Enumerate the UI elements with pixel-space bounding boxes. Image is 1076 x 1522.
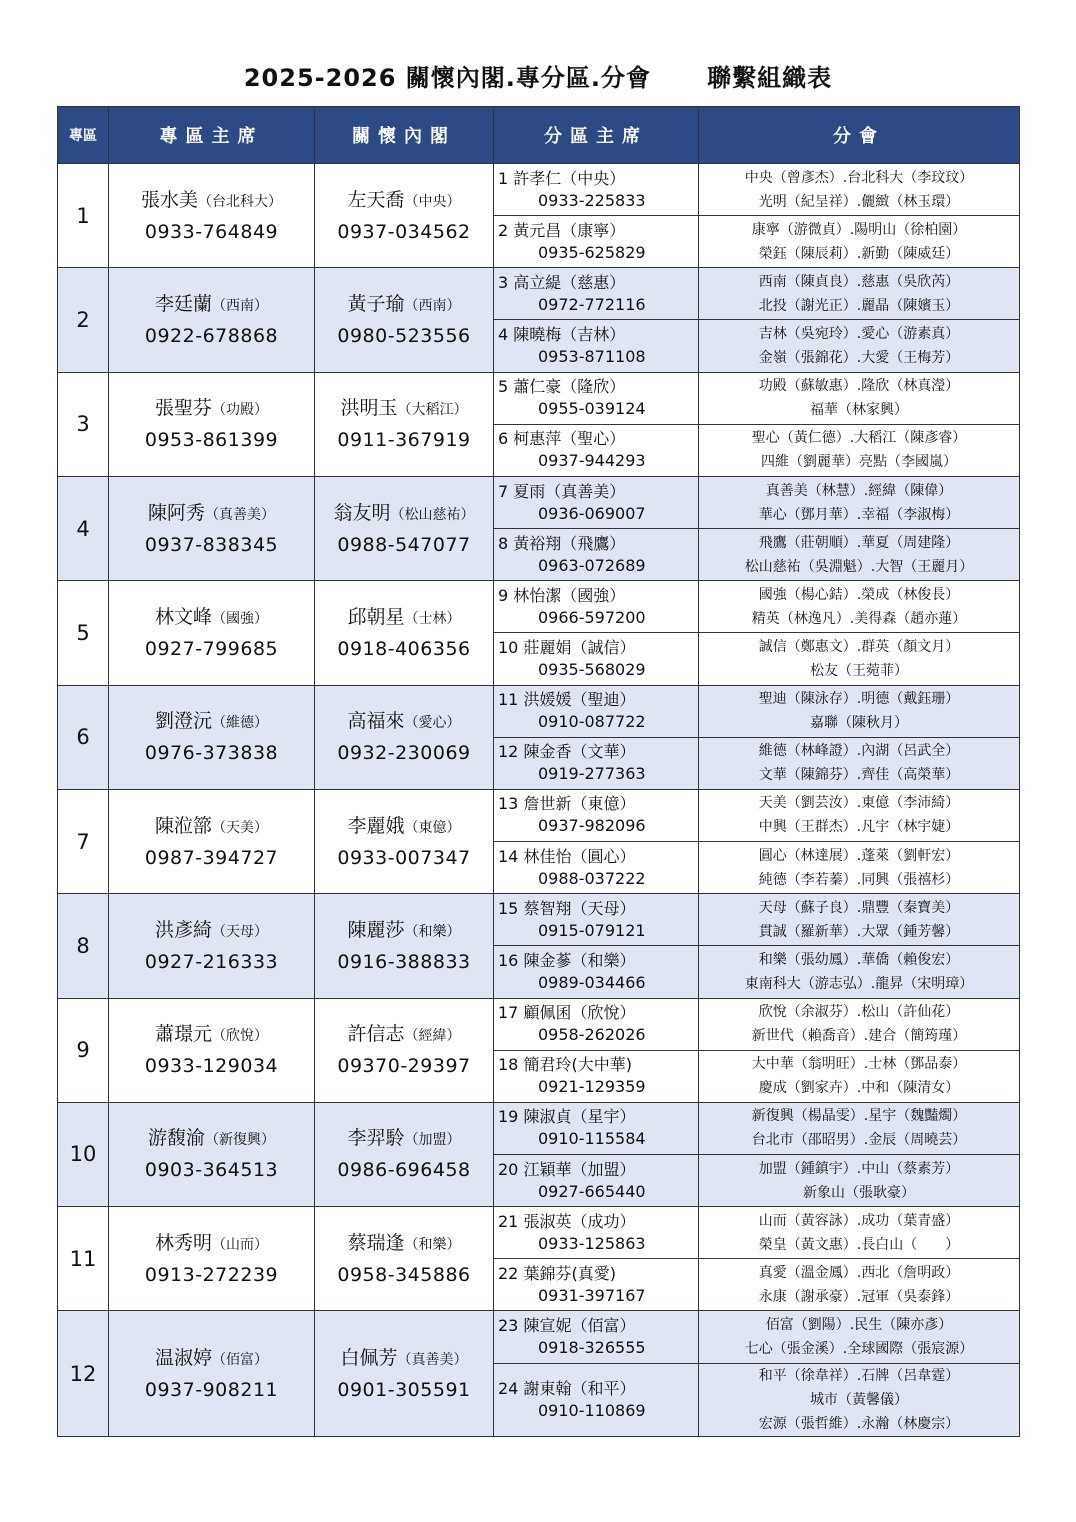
branch-cell xyxy=(699,946,1020,998)
cabinet-cell xyxy=(315,998,494,1102)
division-chair-cell xyxy=(494,216,699,268)
division-chair-phone: 0927-665440 xyxy=(538,1181,646,1201)
division-chair-phone: 0910-115584 xyxy=(538,1129,646,1149)
branch-cell xyxy=(699,268,1020,320)
table-row xyxy=(58,685,1020,737)
cab-phone: 09370-29397 xyxy=(337,1055,471,1078)
branch-cell xyxy=(699,1050,1020,1102)
chair-phone: 0927-216333 xyxy=(144,950,279,973)
branch-line: 榮鈺（陳辰莉）.新勤（陳威廷） xyxy=(758,245,960,262)
division-chair-phone: 0958-262026 xyxy=(538,1025,646,1045)
branch-line: 天美（劉芸汝）.東億（李沛綺） xyxy=(758,795,960,812)
division-chair-phone: 0931-397167 xyxy=(538,1285,646,1305)
branch-line: 飛鷹（莊朝順）.華夏（周建隆） xyxy=(758,534,960,551)
cab-club: （和樂） xyxy=(404,923,461,940)
chair-name: 蕭璟元 xyxy=(154,1023,212,1046)
chair-club: （維德） xyxy=(212,715,268,732)
cab-phone: 0916-388833 xyxy=(337,950,471,973)
branch-cell xyxy=(699,998,1020,1050)
chair-club: （功殿） xyxy=(212,402,268,419)
division-chair-phone: 0953-871108 xyxy=(538,347,646,367)
cab-name: 高福來 xyxy=(347,710,405,733)
zone-chair-cell xyxy=(109,268,315,372)
cab-club: （愛心） xyxy=(404,715,461,732)
chair-club: （山而） xyxy=(212,1236,268,1253)
table-header-row xyxy=(58,107,1020,164)
table-row xyxy=(58,894,1020,946)
branch-line: 永康（謝承豪）.冠軍（吳泰鋒） xyxy=(758,1288,960,1305)
branch-line: 國強（楊心銡）.榮成（林俊長） xyxy=(758,586,960,603)
branch-line: 佰富（劉陽）.民生（陳亦彥） xyxy=(765,1317,953,1334)
branch-line: 福華（林家興） xyxy=(810,402,908,419)
cab-club: （大稻江） xyxy=(397,402,468,419)
header-branch: 分會 xyxy=(699,107,1020,164)
branch-line: 吉林（吳宛玲）.愛心（游素真） xyxy=(758,326,960,343)
cab-club: （東億） xyxy=(404,819,461,836)
zone-chair-cell xyxy=(109,372,315,476)
cab-name: 黃子瑜 xyxy=(347,292,405,315)
chair-name: 陳涖篰 xyxy=(154,814,212,837)
chair-name: 張聖芬 xyxy=(154,397,212,420)
division-chair-cell xyxy=(494,1207,699,1259)
branch-cell xyxy=(699,737,1020,789)
branch-line: 中央（曾彥杰）.台北科大（李玟玟） xyxy=(744,169,974,186)
division-chair-phone: 0910-087722 xyxy=(538,712,646,732)
branch-line: 和樂（張幼鳳）.華僑（賴俊宏） xyxy=(758,951,960,968)
branch-cell xyxy=(699,529,1020,581)
division-chair-phone: 0933-225833 xyxy=(538,190,646,210)
cabinet-cell xyxy=(315,789,494,893)
zone-number: 2 xyxy=(58,268,109,372)
zone-chair-cell xyxy=(109,1207,315,1311)
chair-club: （真善美） xyxy=(205,506,275,523)
chair-phone: 0903-364513 xyxy=(144,1159,279,1182)
division-chair-cell xyxy=(494,424,699,476)
branch-cell xyxy=(699,842,1020,894)
division-chair-name: 6 柯惠萍（聖心） xyxy=(498,429,626,449)
header-cabinet: 關懷內閣 xyxy=(315,107,494,164)
chair-name: 李廷蘭 xyxy=(154,292,212,315)
cab-name: 李麗娥 xyxy=(347,814,405,837)
zone-chair-cell xyxy=(109,1102,315,1206)
zone-chair-cell xyxy=(109,789,315,893)
division-chair-cell xyxy=(494,633,699,685)
division-chair-name: 7 夏雨（真善美） xyxy=(498,481,626,501)
branch-line: 文華（陳錦芬）.齊佳（高榮華） xyxy=(758,767,960,784)
branch-line: 松山慈祐（吳淵魁）.大智（王麗月） xyxy=(744,558,974,575)
cab-club: （西南） xyxy=(404,297,461,314)
branch-line: 新世代（賴喬音）.建合（簡筠瑾） xyxy=(751,1028,967,1045)
chair-name: 洪彥綺 xyxy=(154,918,212,941)
cab-name: 白佩芳 xyxy=(340,1346,398,1369)
branch-line: 光明（紀呈祥）.儷緻（林玉環） xyxy=(758,193,960,210)
branch-line: 欣悅（余淑芬）.松山（許仙花） xyxy=(758,1004,960,1021)
branch-line: 聖心（黃仁德）.大稻江（陳彥睿） xyxy=(751,430,967,447)
branch-line: 誠信（鄭惠文）.群英（顏文月） xyxy=(758,638,960,655)
branch-line: 台北市（邵昭男）.金辰（周曉芸） xyxy=(751,1132,967,1149)
chair-phone: 0927-799685 xyxy=(144,637,279,660)
division-chair-cell xyxy=(494,789,699,841)
cab-phone: 0918-406356 xyxy=(337,637,471,660)
chair-phone: 0933-764849 xyxy=(144,220,279,243)
cab-name: 李羿駖 xyxy=(347,1127,405,1150)
cab-club: （松山慈祐） xyxy=(390,506,475,523)
division-chair-name: 5 蕭仁豪（隆欣） xyxy=(498,377,626,397)
table-row xyxy=(58,998,1020,1050)
cab-phone: 0958-345886 xyxy=(337,1263,471,1286)
header-division-chair: 分區主席 xyxy=(494,107,699,164)
table-row xyxy=(58,581,1020,633)
division-chair-phone: 0989-034466 xyxy=(538,972,646,992)
chair-name: 張水美 xyxy=(140,188,198,211)
division-chair-phone: 0919-277363 xyxy=(538,764,646,784)
division-chair-cell xyxy=(494,320,699,372)
division-chair-cell xyxy=(494,1050,699,1102)
division-chair-name: 20 江穎華（加盟） xyxy=(498,1159,636,1179)
division-chair-cell xyxy=(494,476,699,528)
branch-cell xyxy=(699,894,1020,946)
header-zone: 專區 xyxy=(58,107,109,164)
table-row xyxy=(58,1311,1020,1363)
branch-line: 中興（王群杰）.凡宇（林宇婕） xyxy=(758,819,960,836)
chair-club: （新復興） xyxy=(205,1132,275,1149)
cabinet-cell xyxy=(315,1311,494,1437)
branch-line: 榮皇（黃文惠）.長白山（ ） xyxy=(758,1236,960,1253)
cab-club: （經緯） xyxy=(404,1028,461,1045)
branch-line: 新象山（張耿豪） xyxy=(803,1184,915,1201)
cab-club: （士林） xyxy=(404,610,461,627)
division-chair-cell xyxy=(494,1311,699,1363)
branch-line: 北投（謝光正）.麗晶（陳嬪玉） xyxy=(758,297,960,314)
branch-line: 東南科大（游志弘）.龍昇（宋明璋） xyxy=(744,975,974,992)
branch-line: 七心（張金溪）.全球國際（張宸源） xyxy=(744,1341,974,1358)
branch-cell xyxy=(699,581,1020,633)
cab-name: 左天喬 xyxy=(347,188,405,211)
branch-line: 天母（蘇子良）.鼎豐（秦寶美） xyxy=(758,899,960,916)
cab-club: （加盟） xyxy=(404,1132,461,1149)
branch-line: 真善美（林慧）.經緯（陳偉） xyxy=(765,482,953,499)
chair-phone: 0953-861399 xyxy=(144,429,279,452)
division-chair-phone: 0910-110869 xyxy=(538,1400,646,1420)
chair-phone: 0922-678868 xyxy=(144,324,279,347)
cab-phone: 0937-034562 xyxy=(337,220,471,243)
zone-number: 10 xyxy=(58,1102,109,1206)
chair-phone: 0987-394727 xyxy=(144,846,279,869)
division-chair-name: 9 林怡潔（國強） xyxy=(498,585,626,605)
page-title: 2025-2026 關懷內閣.專分區.分會 聯繫組織表 xyxy=(243,64,833,92)
chair-phone: 0933-129034 xyxy=(144,1055,279,1078)
zone-number: 12 xyxy=(58,1311,109,1437)
division-chair-cell xyxy=(494,1363,699,1436)
division-chair-cell xyxy=(494,1102,699,1154)
division-chair-phone: 0966-597200 xyxy=(538,607,646,627)
cabinet-cell xyxy=(315,268,494,372)
branch-line: 宏源（張哲維）.永瀚（林慶宗） xyxy=(758,1415,960,1432)
division-chair-cell xyxy=(494,268,699,320)
division-chair-phone: 0918-326555 xyxy=(538,1338,646,1358)
division-chair-name: 24 謝東翰（和平） xyxy=(498,1378,636,1398)
division-chair-cell xyxy=(494,737,699,789)
cab-name: 蔡瑞逢 xyxy=(347,1231,405,1254)
branch-cell xyxy=(699,1102,1020,1154)
branch-cell xyxy=(699,424,1020,476)
division-chair-name: 14 林佳怡（圓心） xyxy=(498,846,636,866)
table-row xyxy=(58,372,1020,424)
branch-line: 華心（鄧月華）.幸福（李淑梅） xyxy=(758,506,960,523)
division-chair-name: 16 陳金蔘（和樂） xyxy=(498,950,636,970)
division-chair-phone: 0937-944293 xyxy=(538,451,646,471)
division-chair-name: 8 黃裕翔（飛鷹） xyxy=(498,533,626,553)
table-row xyxy=(58,789,1020,841)
division-chair-name: 15 蔡智翔（天母） xyxy=(498,898,636,918)
zone-chair-cell xyxy=(109,164,315,268)
cabinet-cell xyxy=(315,164,494,268)
zone-number: 7 xyxy=(58,789,109,893)
branch-cell xyxy=(699,372,1020,424)
cabinet-cell xyxy=(315,1207,494,1311)
zone-number: 1 xyxy=(58,164,109,268)
table-row xyxy=(58,476,1020,528)
chair-name: 劉澄沅 xyxy=(154,710,212,733)
branch-cell xyxy=(699,633,1020,685)
zone-number: 9 xyxy=(58,998,109,1102)
cabinet-cell xyxy=(315,476,494,580)
zone-number: 11 xyxy=(58,1207,109,1311)
branch-line: 大中華（翁明旺）.士林（鄧品泰） xyxy=(751,1056,967,1073)
branch-cell xyxy=(699,685,1020,737)
division-chair-cell xyxy=(494,685,699,737)
branch-line: 維德（林峰證）.內湖（呂武全） xyxy=(758,743,960,760)
branch-cell xyxy=(699,1259,1020,1311)
table-row xyxy=(58,1207,1020,1259)
branch-cell xyxy=(699,1154,1020,1206)
division-chair-name: 10 莊麗娟（誠信） xyxy=(498,637,636,657)
division-chair-cell xyxy=(494,842,699,894)
division-chair-cell xyxy=(494,1154,699,1206)
branch-line: 松友（王菀菲） xyxy=(810,662,908,679)
chair-club: （台北科大） xyxy=(198,193,282,210)
cab-phone: 0988-547077 xyxy=(337,533,471,556)
division-chair-phone: 0935-625829 xyxy=(538,242,646,262)
branch-line: 慶成（劉家卉）.中和（陳清女） xyxy=(758,1080,960,1097)
branch-line: 山而（黃容詠）.成功（葉青盛） xyxy=(758,1212,960,1229)
branch-cell xyxy=(699,1363,1020,1436)
division-chair-name: 21 張淑英（成功） xyxy=(498,1211,636,1231)
branch-cell xyxy=(699,320,1020,372)
branch-line: 聖迪（陳泳存）.明德（戴鈺珊） xyxy=(758,691,960,708)
branch-cell xyxy=(699,1311,1020,1363)
zone-number: 8 xyxy=(58,894,109,998)
division-chair-name: 12 陳金香（文華） xyxy=(498,742,636,762)
cab-name: 陳麗莎 xyxy=(347,918,405,941)
branch-line: 新復興（楊晶雯）.星宇（魏豔燭） xyxy=(751,1108,967,1125)
cab-name: 洪明玉 xyxy=(340,397,398,420)
branch-line: 圓心（林達展）.蓬萊（劉軒宏） xyxy=(758,847,960,864)
division-chair-phone: 0972-772116 xyxy=(538,294,646,314)
header-zone-chair: 專區主席 xyxy=(109,107,315,164)
division-chair-name: 13 詹世新（東億） xyxy=(498,794,636,814)
division-chair-phone: 0915-079121 xyxy=(538,920,646,940)
cab-name: 許信志 xyxy=(347,1023,405,1046)
cab-phone: 0901-305591 xyxy=(337,1378,471,1401)
division-chair-name: 4 陳曉梅（吉林） xyxy=(498,325,626,345)
cab-phone: 0911-367919 xyxy=(337,429,471,452)
table-row xyxy=(58,1102,1020,1154)
branch-line: 金嶺（張錦花）.大愛（王梅芳） xyxy=(758,350,960,367)
zone-number: 3 xyxy=(58,372,109,476)
branch-line: 功殿（蘇敏惠）.隆欣（林真瀅） xyxy=(758,378,960,395)
cab-phone: 0932-230069 xyxy=(337,742,471,765)
division-chair-cell xyxy=(494,372,699,424)
division-chair-phone: 0933-125863 xyxy=(538,1233,646,1253)
division-chair-cell xyxy=(494,998,699,1050)
branch-cell xyxy=(699,1207,1020,1259)
division-chair-name: 17 顧佩囷（欣悅） xyxy=(498,1003,636,1023)
division-chair-phone: 0921-129359 xyxy=(538,1077,646,1097)
chair-club: （天母） xyxy=(212,923,268,940)
division-chair-cell xyxy=(494,164,699,216)
chair-club: （天美） xyxy=(212,819,268,836)
table-row xyxy=(58,164,1020,216)
division-chair-cell xyxy=(494,894,699,946)
division-chair-name: 19 陳淑貞（星宇） xyxy=(498,1107,636,1127)
branch-cell xyxy=(699,164,1020,216)
chair-club: （佰富） xyxy=(212,1351,268,1368)
branch-line: 城市（黃馨儀） xyxy=(810,1391,908,1408)
zone-chair-cell xyxy=(109,998,315,1102)
chair-name: 游馥渝 xyxy=(147,1127,205,1150)
cabinet-cell xyxy=(315,1102,494,1206)
zone-chair-cell xyxy=(109,1311,315,1437)
division-chair-phone: 0955-039124 xyxy=(538,399,646,419)
zone-number: 4 xyxy=(58,476,109,580)
chair-name: 林文峰 xyxy=(154,605,212,628)
division-chair-cell xyxy=(494,946,699,998)
chair-name: 林秀明 xyxy=(154,1231,212,1254)
contact-organization-table xyxy=(57,106,1020,1437)
cabinet-cell xyxy=(315,685,494,789)
cabinet-cell xyxy=(315,372,494,476)
chair-phone: 0937-908211 xyxy=(144,1378,279,1401)
cab-club: （和樂） xyxy=(404,1236,461,1253)
chair-club: （西南） xyxy=(212,297,268,314)
branch-line: 真愛（溫金鳳）.西北（詹明政） xyxy=(758,1264,960,1281)
branch-cell xyxy=(699,789,1020,841)
table-row xyxy=(58,268,1020,320)
branch-line: 貫誠（羅新華）.大眾（鍾芳馨） xyxy=(758,923,960,940)
division-chair-cell xyxy=(494,581,699,633)
chair-club: （欣悅） xyxy=(212,1028,268,1045)
division-chair-name: 2 黃元昌（康寧） xyxy=(498,220,626,240)
branch-line: 純德（李若蓁）.同興（張禧杉） xyxy=(758,871,960,888)
zone-number: 5 xyxy=(58,581,109,685)
zone-chair-cell xyxy=(109,894,315,998)
chair-name: 温淑婷 xyxy=(154,1346,212,1369)
cab-phone: 0986-696458 xyxy=(337,1159,471,1182)
division-chair-phone: 0937-982096 xyxy=(538,816,646,836)
zone-chair-cell xyxy=(109,476,315,580)
cabinet-cell xyxy=(315,894,494,998)
branch-line: 精英（林逸凡）.美得森（趙亦蓮） xyxy=(751,610,967,627)
division-chair-cell xyxy=(494,1259,699,1311)
branch-line: 康寧（游微貞）.陽明山（徐柏園） xyxy=(751,221,967,238)
zone-chair-cell xyxy=(109,685,315,789)
division-chair-name: 18 簡君玲(大中華) xyxy=(498,1055,632,1075)
division-chair-cell xyxy=(494,529,699,581)
chair-phone: 0937-838345 xyxy=(144,533,279,556)
cab-phone: 0933-007347 xyxy=(337,846,471,869)
branch-cell xyxy=(699,216,1020,268)
chair-phone: 0976-373838 xyxy=(144,742,279,765)
branch-line: 和平（徐韋祥）.石牌（呂韋霆） xyxy=(758,1367,960,1384)
branch-line: 加盟（鍾鎮宇）.中山（蔡素芳） xyxy=(758,1160,960,1177)
division-chair-name: 22 葉錦芬(真愛) xyxy=(498,1263,616,1283)
division-chair-phone: 0963-072689 xyxy=(538,555,646,575)
division-chair-phone: 0988-037222 xyxy=(538,868,646,888)
chair-club: （國強） xyxy=(212,610,268,627)
cab-club: （中央） xyxy=(404,193,461,210)
zone-chair-cell xyxy=(109,581,315,685)
division-chair-phone: 0936-069007 xyxy=(538,503,646,523)
chair-name: 陳阿秀 xyxy=(147,501,205,524)
cab-phone: 0980-523556 xyxy=(337,324,471,347)
division-chair-name: 1 許孝仁（中央） xyxy=(498,168,626,188)
division-chair-phone: 0935-568029 xyxy=(538,659,646,679)
branch-line: 四維（劉麗華）亮點（李國嵐） xyxy=(761,454,957,471)
cabinet-cell xyxy=(315,581,494,685)
chair-phone: 0913-272239 xyxy=(144,1263,279,1286)
division-chair-name: 3 高立緹（慈惠） xyxy=(498,272,626,292)
zone-number: 6 xyxy=(58,685,109,789)
division-chair-name: 23 陳宣妮（佰富） xyxy=(498,1316,636,1336)
branch-line: 西南（陳貞良）.慈惠（吳欣芮） xyxy=(758,273,960,290)
cab-name: 邱朝星 xyxy=(347,605,405,628)
division-chair-name: 11 洪媛媛（聖迪） xyxy=(498,690,636,710)
branch-cell xyxy=(699,476,1020,528)
cab-name: 翁友明 xyxy=(333,501,391,524)
branch-line: 嘉聯（陳秋月） xyxy=(810,715,908,732)
cab-club: （真善美） xyxy=(397,1351,468,1368)
